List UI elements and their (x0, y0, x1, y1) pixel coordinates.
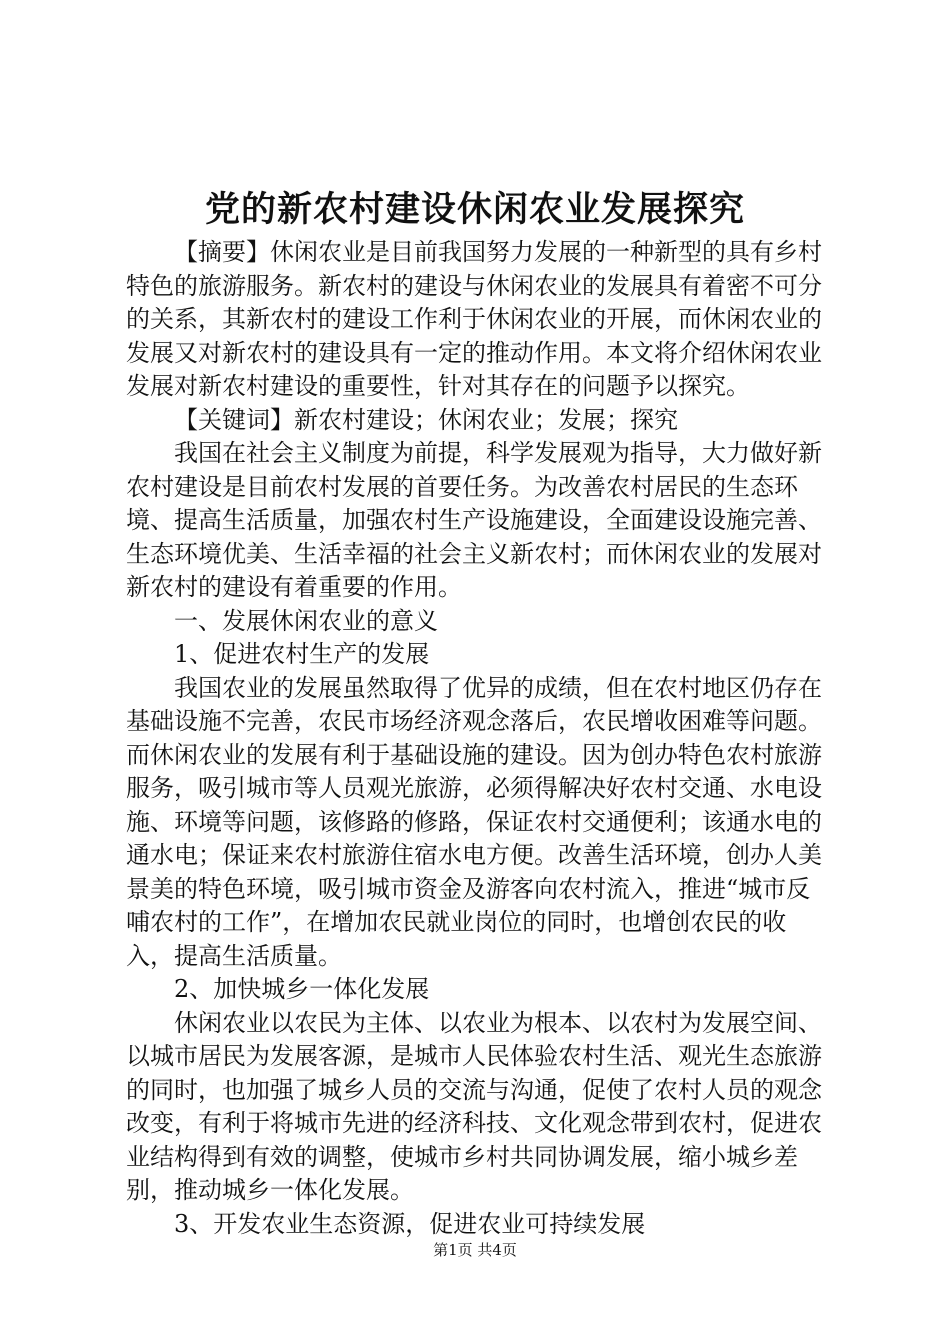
subsection-heading: 2、加快城乡一体化发展 (174, 975, 430, 1003)
body-paragraph: 我国在社会主义制度为前提，科学发展观为指导，大力做好新农村建设是目前农村发展的首要任务。为改善农村居民的生态环境、提高生活质量，加强农村生产设施建设，全面建设设施完善、生态环境优美、生活幸福的社会主义新农村；而休闲农业的发展对新农村的建设有着重要的作用。 (126, 439, 822, 601)
page-number-footer: 第1页 共4页 (433, 1241, 517, 1259)
subsection-heading: 3、开发农业生态资源，促进农业可持续发展 (174, 1209, 646, 1238)
body-paragraph: 我国农业的发展虽然取得了优异的成绩，但在农村地区仍存在基础设施不完善，农民市场经济观念落后，农民增收困难等问题。而休闲农业的发展有利于基础设施的建设。因为创办特色农村旅游服务，吸引城市等人员观光旅游，必须得解决好农村交通、水电设施、环境等问题，该修路的修路，保证农村交通便利；该通水电的通水电；保证来农村旅游住宿水电方便。改善生活环境，创办人美景美的特色环境，吸引城市资金及游客向农村流入，推进“城市反哺农村的工作”，在增加农民就业岗位的同时，也增创农民的收入，提高生活质量。 (126, 673, 822, 970)
body-paragraph: 休闲农业以农民为主体、以农业为根本、以农村为发展空间、以城市居民为发展客源，是城市人民体验农村生活、观光生态旅游的同时，也加强了城乡人员的交流与沟通，促使了农村人员的观念改变，有利于将城市先进的经济科技、文化观念带到农村，促进农业结构得到有效的调整，使城市乡村共同协调发展，缩小城乡差别，推动城乡一体化发展。 (126, 1008, 822, 1204)
subsection-heading: 1、促进农村生产的发展 (174, 640, 430, 668)
document-title: 党的新农村建设休闲农业发展探究 (204, 189, 745, 230)
section-heading: 一、发展休闲农业的意义 (174, 606, 438, 635)
document-body (126, 236, 832, 1241)
keywords-paragraph: 【关键词】新农村建设；休闲农业；发展；探究 (174, 405, 678, 434)
abstract-paragraph: 【摘要】休闲农业是目前我国努力发展的一种新型的具有乡村特色的旅游服务。新农村的建设与休闲农业的发展具有着密不可分的关系，其新农村的建设工作利于休闲农业的开展，而休闲农业的发展又对新农村的建设具有一定的推动作用。本文将介绍休闲农业发展对新农村建设的重要性，针对其存在的问题予以探究。 (126, 238, 822, 400)
